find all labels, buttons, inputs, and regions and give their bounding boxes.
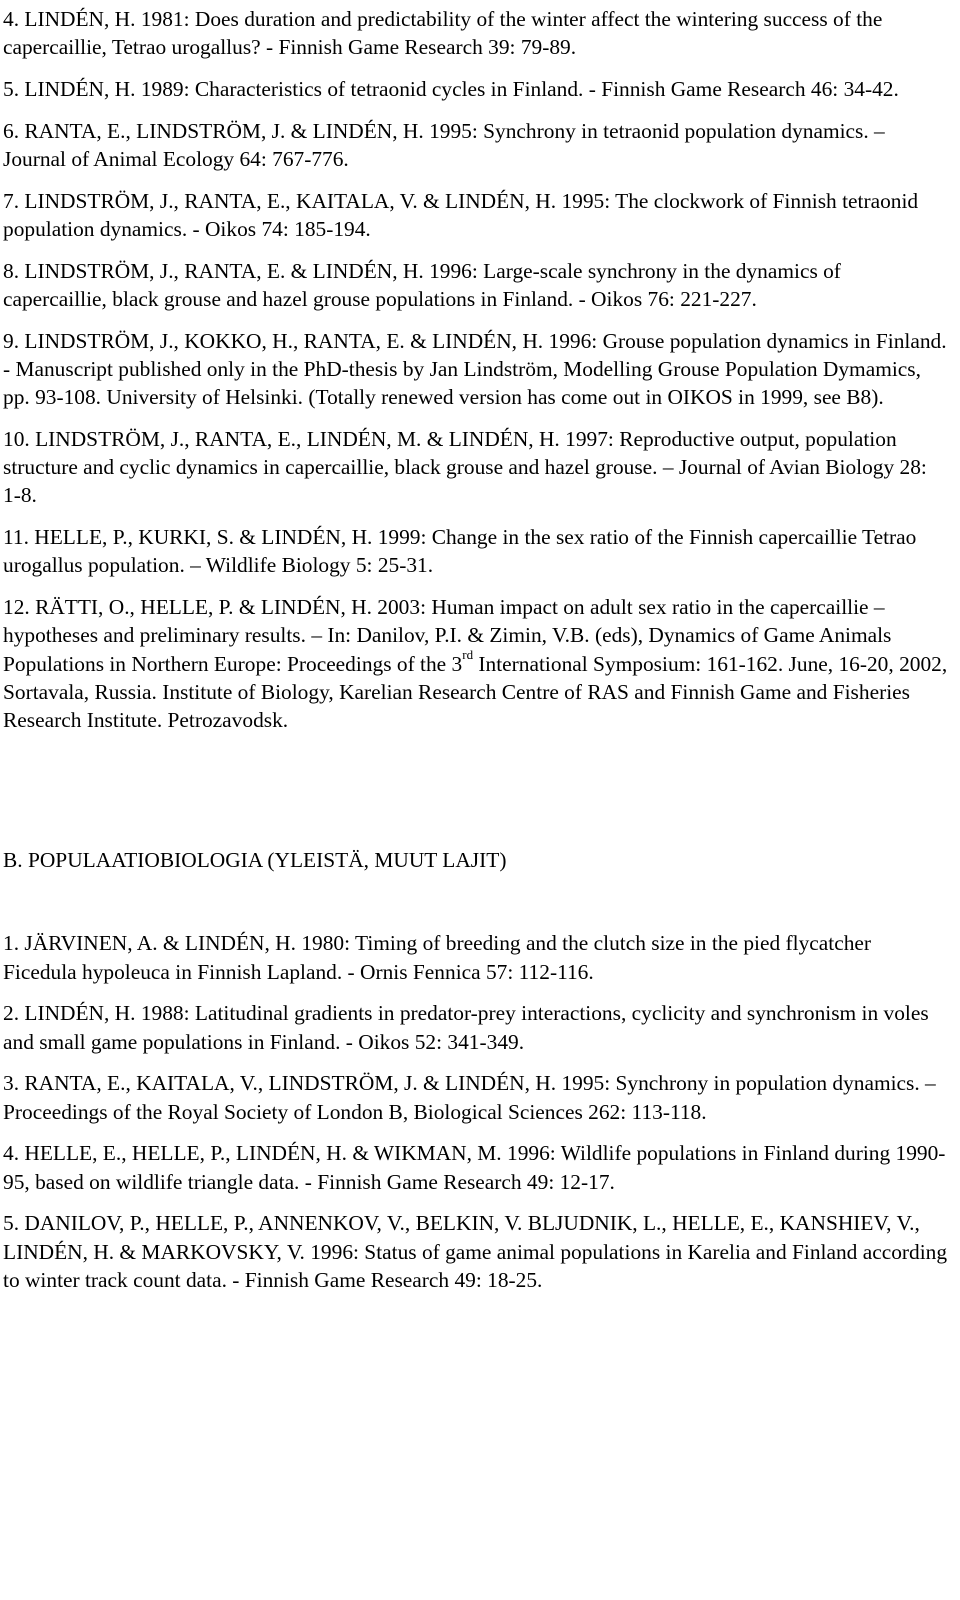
reference-b4: 4. HELLE, E., HELLE, P., LINDÉN, H. & WIKMAN, M. 1996: Wildlife populations in Finland during 1990-95, based on wildlife triangle data. - Finnish Game Research 49: 12-17. [3,1141,946,1194]
reference-a8: 8. LINDSTRÖM, J., RANTA, E. & LINDÉN, H. 1996: Large-scale synchrony in the dynamics of capercaillie, black grouse and hazel grouse populations in Finland. - Oikos 76: 221-227. [3,258,841,311]
reference-a10: 10. LINDSTRÖM, J., RANTA, E., LINDÉN, M. & LINDÉN, H. 1997: Reproductive output, population structure and cyclic dynamics in capercaillie, black grouse and hazel grouse. – Journal of Avian Biology 28: 1-8. [3,427,927,508]
reference-a7: 7. LINDSTRÖM, J., RANTA, E., KAITALA, V. & LINDÉN, H. 1995: The clockwork of Finnish tetraonid population dynamics. - Oikos 74: 185-194. [3,188,919,241]
reference-a6: 6. RANTA, E., LINDSTRÖM, J. & LINDÉN, H. 1995: Synchrony in tetraonid population dynamics. – Journal of Animal Ecology 64: 767-776. [3,118,885,171]
reference-a5: 5. LINDÉN, H. 1989: Characteristics of tetraonid cycles in Finland. - Finnish Game Research 46: 34-42. [3,77,899,101]
reference-b2: 2. LINDÉN, H. 1988: Latitudinal gradients in predator-prey interactions, cyclicity and synchronism in voles and small game populations in Finland. - Oikos 52: 341-349. [3,1001,929,1054]
reference-a12-rest: International Symposium: 161-162. June, 16-20, 2002, Sortavala, Russia. Institute of Biology, Karelian Research Centre of RAS and Finnish Game and Fisheries Research Institute. Petrozavodsk. [3,651,948,733]
reference-a12-main: 12. RÄTTI, O., HELLE, P. & LINDÉN, H. 2003: Human impact on adult sex ratio in the capercaillie – hypotheses and preliminary results. – In: Danilov, P.I. & Zimin, V.B. (eds), Dynamics of Game Animals Populations in Northern Europe: Proceedings of the 3 [3,595,892,676]
reference-a12 [3,593,948,734]
reference-a4: 4. LINDÉN, H. 1981: Does duration and predictability of the winter affect the wintering success of the capercaillie, Tetrao urogallus? - Finnish Game Research 39: 79-89. [3,7,883,60]
reference-a9: 9. LINDSTRÖM, J., KOKKO, H., RANTA, E. & LINDÉN, H. 1996: Grouse population dynamics in Finland. - Manuscript published only in the PhD-thesis by Jan Lindström, Modelling Grouse Population Dymamics, pp. 93-108. University of Helsinki. (Totally renewed version has come out in OIKOS in 1999, see B8). [3,328,947,410]
ordinal-superscript: rd [462,647,474,663]
reference-b3: 3. RANTA, E., KAITALA, V., LINDSTRÖM, J. & LINDÉN, H. 1995: Synchrony in population dynamics. – Proceedings of the Royal Society of London B, Biological Sciences 262: 113-118. [3,1071,936,1124]
reference-a11: 11. HELLE, P., KURKI, S. & LINDÉN, H. 1999: Change in the sex ratio of the Finnish capercaillie Tetrao urogallus population. – Wildlife Biology 5: 25-31. [3,525,917,578]
reference-b5: 5. DANILOV, P., HELLE, P., ANNENKOV, V., BELKIN, V. BLJUDNIK, L., HELLE, E., KANSHIEV, V., LINDÉN, H. & MARKOVSKY, V. 1996: Status of game animal populations in Karelia and Finland according to winter track count data. - Finnish Game Research 49: 18-25. [3,1211,948,1292]
reference-b1: 1. JÄRVINEN, A. & LINDÉN, H. 1980: Timing of breeding and the clutch size in the pied flycatcher Ficedula hypoleuca in Finnish Lapland. - Ornis Fennica 57: 112-116. [3,931,872,984]
section-b-heading: B. POPULAATIOBIOLOGIA (YLEISTÄ, MUUT LAJIT) [3,848,507,873]
